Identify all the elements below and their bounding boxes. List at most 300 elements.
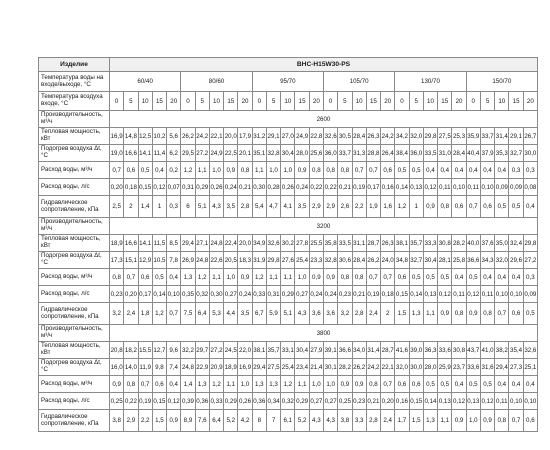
air-temp-header: 15 (224, 92, 238, 111)
table-cell: 8,5 (167, 235, 181, 252)
table-cell: 25,4 (281, 359, 295, 376)
table-cell: 0,13 (438, 393, 452, 410)
table-cell: 9,8 (152, 359, 166, 376)
table-cell: 0,12 (466, 286, 480, 303)
table-cell: 0,4 (167, 269, 181, 286)
air-temp-header: 20 (381, 92, 395, 111)
table-cell: 32,8 (323, 252, 337, 269)
table-cell: 32,0 (395, 359, 409, 376)
table-cell: 0,7 (124, 269, 138, 286)
table-cell: 0,7 (366, 269, 380, 286)
table-cell: 0,26 (238, 393, 252, 410)
table-cell: 0,9 (238, 269, 252, 286)
table-cell: 0,9 (423, 196, 437, 218)
table-cell: 0,9 (480, 410, 494, 432)
table-cell: 33,3 (423, 235, 437, 252)
table-cell: 1,1 (252, 162, 266, 179)
table-cell: 0,7 (509, 410, 523, 432)
table-cell: 0,8 (352, 269, 366, 286)
table-cell: 0,24 (238, 286, 252, 303)
water-flow-m3h-row (39, 376, 538, 393)
table-cell: 0,9 (438, 303, 452, 325)
table-cell: 1,4 (138, 196, 152, 218)
table-cell: 22,1 (209, 128, 223, 145)
table-cell: 0,09 (509, 179, 523, 196)
hydraulic-resistance-row (39, 410, 538, 432)
table-cell: 28,2 (452, 235, 466, 252)
water-flow-m3h-label: Расход воды, м³/ч (39, 376, 110, 393)
water-flow-m3h-row (39, 269, 538, 286)
air-temp-header: 10 (495, 92, 509, 111)
table-cell: 36,6 (338, 342, 352, 359)
table-cell: 1,1 (266, 269, 280, 286)
table-cell: 0,6 (480, 196, 494, 218)
capacity-value: 3200 (110, 218, 538, 235)
heat-output-row (39, 342, 538, 359)
table-cell: 5,1 (281, 303, 295, 325)
capacity-row (39, 325, 538, 342)
table-cell: 6,1 (281, 410, 295, 432)
table-cell: 0,24 (309, 286, 323, 303)
table-cell: 0,5 (395, 162, 409, 179)
table-cell: 1,3 (423, 410, 437, 432)
table-cell: 0,34 (266, 393, 280, 410)
table-cell: 20,9 (209, 359, 223, 376)
table-cell: 1,2 (209, 376, 223, 393)
table-cell: 0,10 (523, 393, 537, 410)
table-cell: 0,11 (452, 286, 466, 303)
table-cell: 1 (152, 196, 166, 218)
table-cell: 21,4 (309, 359, 323, 376)
table-cell: 0,9 (224, 162, 238, 179)
table-cell: 0,11 (495, 393, 509, 410)
air-temp-label: Температура воздуха входе, °С (39, 92, 110, 111)
table-cell: 27,1 (195, 235, 209, 252)
table-cell: 0,6 (509, 303, 523, 325)
table-cell: 29,6 (509, 252, 523, 269)
table-cell: 0,6 (395, 269, 409, 286)
table-cell: 33,7 (338, 145, 352, 162)
table-cell: 0,20 (124, 286, 138, 303)
table-cell: 0,3 (523, 269, 537, 286)
table-cell: 0,09 (495, 179, 509, 196)
table-cell: 0,32 (281, 393, 295, 410)
table-cell: 0,09 (523, 286, 537, 303)
table-cell: 0,33 (209, 393, 223, 410)
table-cell: 0,10 (452, 179, 466, 196)
table-cell: 0,14 (423, 393, 437, 410)
table-cell: 1,3 (266, 376, 280, 393)
table-cell: 32,6 (523, 342, 537, 359)
table-cell: 29,4 (252, 359, 266, 376)
table-cell: 6,7 (252, 303, 266, 325)
table-cell: 31,6 (480, 359, 494, 376)
air-heating-row (39, 252, 538, 269)
table-cell: 0,5 (523, 303, 537, 325)
table-cell: 0,4 (509, 269, 523, 286)
table-cell: 1,3 (409, 303, 423, 325)
table-cell: 1,5 (409, 410, 423, 432)
table-cell: 0,24 (224, 179, 238, 196)
table-cell: 0,5 (409, 162, 423, 179)
table-cell: 11,5 (152, 235, 166, 252)
table-cell: 11,9 (138, 359, 152, 376)
table-cell: 1,0 (266, 162, 280, 179)
table-cell: 1,1 (438, 410, 452, 432)
table-cell: 0,7 (138, 376, 152, 393)
table-cell: 26,3 (366, 128, 380, 145)
table-cell: 0,14 (152, 286, 166, 303)
table-cell: 4,3 (209, 196, 223, 218)
table-cell: 26,2 (366, 252, 380, 269)
table-cell: 0,9 (323, 269, 337, 286)
table-cell: 0,29 (224, 393, 238, 410)
table-cell: 4,3 (323, 410, 337, 432)
table-cell: 40,4 (466, 145, 480, 162)
table-cell: 19,0 (110, 145, 124, 162)
table-cell: 2,5 (110, 196, 124, 218)
table-cell: 35,7 (266, 342, 280, 359)
table-cell: 0,4 (509, 376, 523, 393)
table-cell: 1,0 (323, 376, 337, 393)
table-cell: 36,3 (423, 342, 437, 359)
table-cell: 1,1 (423, 303, 437, 325)
table-cell: 0,07 (167, 179, 181, 196)
table-cell: 0,16 (381, 179, 395, 196)
table-cell: 27,3 (509, 359, 523, 376)
table-cell: 24,8 (209, 235, 223, 252)
table-cell: 1,0 (295, 269, 309, 286)
table-cell: 3,8 (338, 410, 352, 432)
table-cell: 0,13 (409, 179, 423, 196)
table-cell: 29,8 (266, 252, 280, 269)
table-cell: 35,1 (252, 145, 266, 162)
table-cell: 1,3 (252, 376, 266, 393)
table-cell: 12,5 (138, 128, 152, 145)
table-cell: 0,5 (409, 269, 423, 286)
table-cell: 20,1 (238, 145, 252, 162)
table-cell: 0,14 (409, 286, 423, 303)
table-cell: 0,7 (167, 303, 181, 325)
water-temp-group: 95/70 (252, 72, 323, 92)
model-name: BHC-H15W30-PS (110, 58, 538, 72)
table-cell: 26,3 (381, 235, 395, 252)
table-cell: 0,26 (209, 179, 223, 196)
table-cell: 0,22 (309, 179, 323, 196)
table-cell: 0,4 (523, 196, 537, 218)
table-cell: 28,4 (352, 252, 366, 269)
table-cell: 0,3 (509, 162, 523, 179)
table-cell: 0,8 (238, 162, 252, 179)
capacity-value: 2600 (110, 111, 538, 128)
table-cell: 0,20 (381, 393, 395, 410)
air-temp-header: 20 (452, 92, 466, 111)
table-cell: 5,2 (224, 410, 238, 432)
table-cell: 0,10 (509, 286, 523, 303)
table-cell: 0,12 (480, 393, 494, 410)
table-cell: 0,8 (338, 162, 352, 179)
table-cell: 0,4 (438, 162, 452, 179)
table-cell: 26,9 (181, 252, 195, 269)
table-cell: 8 (252, 410, 266, 432)
table-cell: 0,23 (352, 393, 366, 410)
table-cell: 2,9 (309, 196, 323, 218)
table-cell: 25,6 (309, 145, 323, 162)
table-cell: 27,5 (438, 128, 452, 145)
table-cell: 40,0 (466, 235, 480, 252)
water-flow-ls-row (39, 286, 538, 303)
table-cell: 30,4 (281, 145, 295, 162)
air-temp-header: 10 (138, 92, 152, 111)
table-cell: 34,9 (252, 235, 266, 252)
table-cell: 7,5 (181, 303, 195, 325)
table-cell: 10,5 (152, 252, 166, 269)
table-cell: 0,31 (181, 179, 195, 196)
table-cell: 0,5 (438, 269, 452, 286)
table-cell: 0,15 (152, 393, 166, 410)
hydraulic-resistance-label: Гидравлическое сопротивление, кПа (39, 196, 110, 218)
table-cell: 0,8 (480, 303, 494, 325)
table-cell: 30,1 (323, 359, 337, 376)
table-cell: 28,7 (366, 235, 380, 252)
table-cell: 0,10 (480, 179, 494, 196)
table-cell: 1,1 (195, 162, 209, 179)
table-cell: 33,5 (423, 145, 437, 162)
table-cell: 29,1 (509, 128, 523, 145)
table-cell: 16,6 (124, 145, 138, 162)
table-cell: 34,2 (395, 128, 409, 145)
table-cell: 0,15 (138, 179, 152, 196)
table-cell: 0,21 (238, 179, 252, 196)
table-cell: 4,7 (266, 196, 280, 218)
table-cell: 33,1 (281, 342, 295, 359)
table-cell: 0,19 (366, 286, 380, 303)
table-cell: 0,8 (452, 303, 466, 325)
table-cell: 2 (381, 303, 395, 325)
table-cell: 28,4 (352, 128, 366, 145)
water-temp-group: 150/70 (466, 72, 537, 92)
table-cell: 34,3 (480, 252, 494, 269)
table-cell: 0,11 (466, 179, 480, 196)
table-cell: 0,9 (110, 376, 124, 393)
table-cell: 29,1 (266, 128, 280, 145)
table-cell: 31,0 (438, 145, 452, 162)
air-temp-header: 15 (295, 92, 309, 111)
table-cell: 2,8 (352, 303, 366, 325)
water-temp-label: Температура воды на входе/выходе, °С (39, 72, 110, 92)
capacity-label: Производительность, м³/ч (39, 111, 110, 128)
air-temp-header: 15 (366, 92, 380, 111)
table-cell: 27,0 (281, 128, 295, 145)
table-cell: 18,9 (224, 359, 238, 376)
table-cell: 1,2 (152, 303, 166, 325)
table-cell: 32,4 (509, 235, 523, 252)
water-temp-group: 105/70 (323, 72, 394, 92)
table-cell: 34,0 (352, 342, 366, 359)
table-cell: 0,23 (110, 286, 124, 303)
table-cell: 1,7 (395, 410, 409, 432)
table-cell: 33,7 (480, 128, 494, 145)
table-cell: 0,4 (495, 269, 509, 286)
air-temp-header: 10 (352, 92, 366, 111)
table-cell: 0,24 (295, 179, 309, 196)
table-cell: 22,4 (224, 235, 238, 252)
table-cell: 24,8 (181, 359, 195, 376)
table-cell: 2,4 (381, 410, 395, 432)
table-cell: 0,27 (224, 286, 238, 303)
table-cell: 38,2 (495, 342, 509, 359)
table-cell: 1,5 (395, 303, 409, 325)
table-cell: 7,4 (167, 359, 181, 376)
table-cell: 36,6 (466, 252, 480, 269)
table-cell: 32,6 (266, 235, 280, 252)
table-cell: 6,2 (167, 145, 181, 162)
table-cell: 2,9 (124, 410, 138, 432)
table-cell: 26,7 (523, 128, 537, 145)
table-cell: 1,1 (209, 269, 223, 286)
air-temp-header: 5 (338, 92, 352, 111)
table-cell: 4,3 (309, 410, 323, 432)
table-cell: 1,2 (181, 162, 195, 179)
air-temp-header: 0 (323, 92, 337, 111)
table-cell: 0,7 (366, 162, 380, 179)
table-cell: 25,3 (452, 128, 466, 145)
table-cell: 1,8 (138, 303, 152, 325)
air-heating-label: Подогрев воздуха Δt, °С (39, 145, 110, 162)
table-cell: 4,1 (281, 196, 295, 218)
heat-output-label: Тепловая мощность, кВт (39, 128, 110, 145)
water-flow-ls-row (39, 179, 538, 196)
table-cell: 35,3 (495, 145, 509, 162)
table-cell: 0,6 (523, 410, 537, 432)
table-cell: 0,7 (381, 269, 395, 286)
air-temp-header: 10 (209, 92, 223, 111)
table-cell: 28,2 (338, 359, 352, 376)
table-cell: 32,7 (509, 145, 523, 162)
table-cell: 0,10 (495, 286, 509, 303)
table-cell: 0,36 (195, 393, 209, 410)
table-cell: 32,0 (409, 128, 423, 145)
table-cell: 26,2 (352, 359, 366, 376)
table-cell: 0,12 (452, 393, 466, 410)
table-cell: 8,9 (181, 410, 195, 432)
table-cell: 0,5 (152, 269, 166, 286)
table-cell: 0,15 (409, 393, 423, 410)
table-cell: 31,1 (352, 235, 366, 252)
table-cell: 2,8 (366, 410, 380, 432)
spec-table-container (38, 57, 538, 432)
table-cell: 0,7 (352, 162, 366, 179)
air-temp-header: 10 (423, 92, 437, 111)
table-cell: 0,17 (138, 286, 152, 303)
table-cell: 0,7 (495, 303, 509, 325)
table-cell: 0,20 (110, 179, 124, 196)
table-cell: 33,5 (338, 235, 352, 252)
water-flow-m3h-row (39, 162, 538, 179)
table-cell: 0,6 (138, 269, 152, 286)
table-cell: 0,27 (309, 393, 323, 410)
table-cell: 14,0 (124, 359, 138, 376)
table-cell: 1,0 (309, 376, 323, 393)
table-cell: 0,6 (124, 162, 138, 179)
table-cell: 27,2 (523, 252, 537, 269)
table-cell: 1,9 (366, 196, 380, 218)
table-cell: 0,36 (252, 393, 266, 410)
air-temp-header: 20 (238, 92, 252, 111)
air-temp-header: 20 (309, 92, 323, 111)
table-cell: 0,8 (495, 410, 509, 432)
table-cell: 1,6 (381, 196, 395, 218)
air-temp-header: 15 (152, 92, 166, 111)
table-cell: 1,0 (466, 410, 480, 432)
heat-output-label: Тепловая мощность, кВт (39, 235, 110, 252)
table-cell: 26,4 (381, 145, 395, 162)
air-temp-header: 20 (167, 92, 181, 111)
table-cell: 0,9 (352, 376, 366, 393)
table-cell: 1,2 (281, 376, 295, 393)
table-cell: 0,26 (281, 179, 295, 196)
table-cell: 3,8 (110, 410, 124, 432)
table-cell: 14,1 (138, 235, 152, 252)
table-cell: 1,0 (238, 376, 252, 393)
air-heating-label: Подогрев воздуха Δt, °С (39, 252, 110, 269)
table-cell: 0,28 (266, 179, 280, 196)
table-cell: 0,17 (366, 179, 380, 196)
table-cell: 0,5 (423, 269, 437, 286)
table-cell: 35,8 (323, 235, 337, 252)
table-cell: 0,9 (309, 269, 323, 286)
capacity-label: Производительность, м³/ч (39, 218, 110, 235)
table-cell: 0,21 (366, 393, 380, 410)
table-cell: 38,4 (395, 145, 409, 162)
air-temp-header: 5 (480, 92, 494, 111)
table-cell: 3,5 (238, 303, 252, 325)
heat-output-row (39, 235, 538, 252)
capacity-value: 3800 (110, 325, 538, 342)
table-cell: 2,8 (238, 196, 252, 218)
table-cell: 31,9 (252, 252, 266, 269)
table-cell: 3,5 (295, 196, 309, 218)
table-cell: 0,9 (452, 410, 466, 432)
table-cell: 0,7 (466, 196, 480, 218)
table-cell: 30,2 (281, 235, 295, 252)
table-cell: 25,4 (295, 252, 309, 269)
table-cell: 30,8 (452, 342, 466, 359)
table-cell: 24,2 (381, 128, 395, 145)
table-cell: 0,14 (395, 179, 409, 196)
table-cell: 1,0 (224, 269, 238, 286)
table-cell: 0,9 (295, 162, 309, 179)
table-cell: 17,9 (238, 128, 252, 145)
table-cell: 0,25 (338, 393, 352, 410)
table-cell: 27,2 (209, 342, 223, 359)
table-cell: 16,9 (238, 359, 252, 376)
table-cell: 1,3 (181, 269, 195, 286)
table-cell: 24,5 (224, 342, 238, 359)
table-cell: 2,4 (124, 303, 138, 325)
table-cell: 1,0 (281, 162, 295, 179)
table-cell: 16,9 (110, 128, 124, 145)
water-flow-ls-label: Расход воды, л/с (39, 286, 110, 303)
table-cell: 0,6 (395, 376, 409, 393)
table-cell: 3,6 (323, 303, 337, 325)
air-temp-header: 0 (181, 92, 195, 111)
table-cell: 35,4 (509, 342, 523, 359)
table-cell: 18,3 (238, 252, 252, 269)
table-cell: 0,13 (423, 286, 437, 303)
table-cell: 7,6 (195, 410, 209, 432)
table-cell: 25,1 (523, 359, 537, 376)
